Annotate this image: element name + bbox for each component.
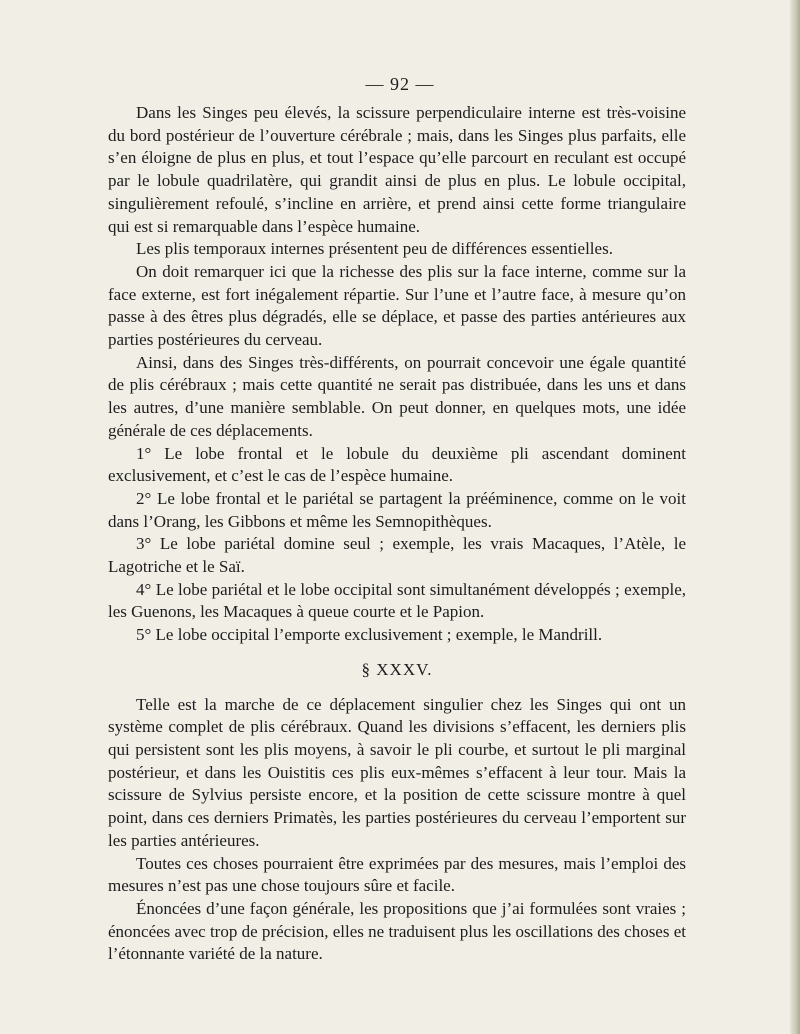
paragraph: Ainsi, dans des Singes très-différents, on pourrait concevoir une égale quantité de plis cérébraux ; mais cette quantité ne serait pas distribuée, dans les uns et dans les autres, d’une manière semblable. On peut donner, en quelques mots, une idée générale de ces déplacements.: [108, 352, 686, 440]
paragraph: Toutes ces choses pourraient être exprimées par des mesures, mais l’emploi des mesures n’est pas une chose toujours sûre et facile.: [108, 853, 686, 896]
page-number: — 92 —: [365, 74, 435, 94]
paragraph: Dans les Singes peu élevés, la scissure perpendiculaire interne est très-voisine du bord postérieur de l’ouverture cérébrale ; mais, dans les Singes plus parfaits, elle s’en éloigne de plus en plus, et tout l’espace qu’elle parcourt en reculant est occupé par le lobule quadrilatère, qui grandit ainsi de plus en plus. Le lobule occipital, singulièrement refoulé, s’incline en arrière, et prend ainsi cette forme triangulaire qui est si remarquable dans l’espèce humaine.: [108, 103, 686, 236]
page-edge: [790, 0, 800, 1034]
list-item-paragraph: 4° Le lobe pariétal et le lobe occipital sont simultanément développés ; exemple, les Guenons, les Macaques à queue courte et le Papion.: [108, 579, 686, 622]
list-item-paragraph: 5° Le lobe occipital l’emporte exclusivement ; exemple, le Mandrill.: [136, 625, 603, 645]
paragraph: On doit remarquer ici que la richesse des plis sur la face interne, comme sur la face externe, est fort inégalement répartie. Sur l’une et l’autre face, à mesure qu’on passe à des êtres plus dégradés, elle se déplace, et passe des parties antérieures aux parties postérieures du cerveau.: [108, 261, 686, 350]
paragraph: Telle est la marche de ce déplacement singulier chez les Singes qui ont un système complet de plis cérébraux. Quand les divisions s’effacent, les derniers plis qui persistent sont les plis moyens, à savoir le pli courbe, et surtout le pli marginal postérieur, et dans les Ouistitis ces plis eux-mêmes s’effacent à leur tour. Mais la scissure de Sylvius persiste encore, et la position de cette scissure montre à quel point, dans ces derniers Primatès, les parties postérieures du cerveau l’emportent sur les parties antérieures.: [108, 694, 686, 850]
section-heading: § XXXV.: [361, 659, 433, 679]
list-item-paragraph: 2° Le lobe frontal et le pariétal se partagent la prééminence, comme on le voit dans l’Orang, les Gibbons et même les Semnopithèques.: [108, 488, 686, 531]
paragraph: Les plis temporaux internes présentent peu de différences essentielles.: [136, 239, 613, 259]
list-item-paragraph: 3° Le lobe pariétal domine seul ; exemple, les vrais Macaques, l’Atèle, le Lagotriche et le Saï.: [108, 534, 686, 577]
list-item-paragraph: 1° Le lobe frontal et le lobule du deuxième pli ascendant dominent exclusivement, et c’est le cas de l’espèce humaine.: [108, 443, 686, 486]
page-body: [108, 102, 686, 966]
paragraph: Énoncées d’une façon générale, les propositions que j’ai formulées sont vraies ; énoncées avec trop de précision, elles ne traduisent plus les oscillations des choses et l’étonnante variété de la nature.: [108, 898, 686, 964]
